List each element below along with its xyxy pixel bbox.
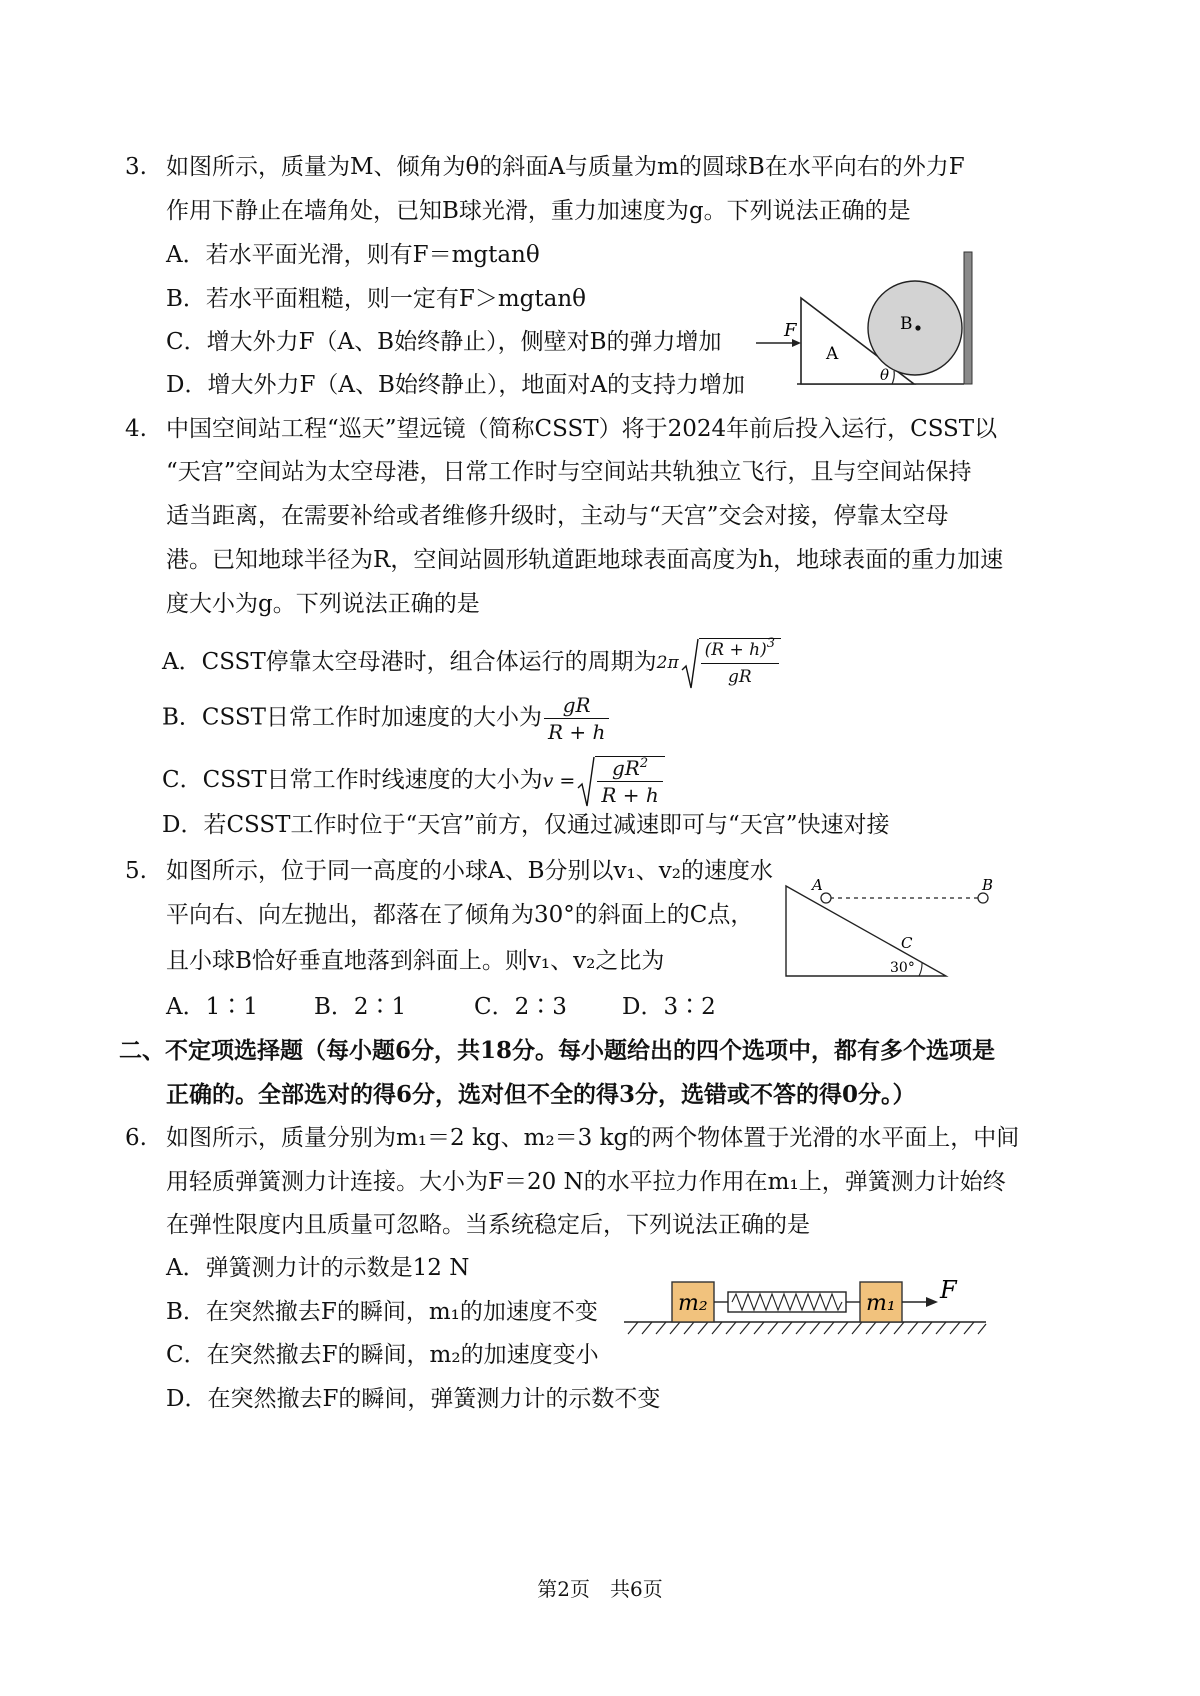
q6-line-3: 在弹性限度内且质量可忽略。当系统稳定后，下列说法正确的是 — [166, 1212, 810, 1238]
q6-option-a: A．弹簧测力计的示数是12 N — [166, 1255, 470, 1281]
q3-fig-label-f: F — [784, 320, 797, 341]
page-footer: 第2页 共6页 — [537, 1577, 663, 1601]
q4-option-b — [162, 694, 611, 743]
q5-option-d: D．3∶2 — [622, 994, 716, 1020]
q3-line-2: 作用下静止在墙角处，已知B球光滑，重力加速度为g。下列说法正确的是 — [166, 198, 911, 224]
q4-option-c-prefix: v = — [542, 770, 576, 792]
q6-spring-blocks-figure — [620, 1274, 990, 1340]
q3-option-a: A．若水平面光滑，则有F＝mgtanθ — [166, 242, 540, 268]
q3-fig-label-b: B — [900, 314, 913, 334]
q4-option-a-denominator: gR — [701, 663, 779, 688]
q5-option-b: B．2∶1 — [314, 994, 407, 1020]
q4-option-a-sqrt — [681, 638, 781, 688]
q4-option-c-sqrt — [577, 756, 664, 806]
q4-option-c-text: C．CSST日常工作时线速度的大小为 — [162, 767, 543, 793]
q6-fig-label-m2: m₂ — [678, 1291, 708, 1316]
q5-option-a: A．1∶1 — [166, 994, 258, 1020]
ground-hatch — [628, 1322, 986, 1334]
q4-option-a-numerator: (R + h) — [704, 640, 767, 660]
q4-option-d: D．若CSST工作时位于“天宫”前方，仅通过减速即可与“天宫”快速对接 — [162, 812, 890, 838]
q4-line-5: 度大小为g。下列说法正确的是 — [166, 591, 480, 617]
q4-option-a-prefix: 2π — [656, 653, 679, 673]
q3-fig-label-a: A — [826, 344, 839, 364]
q4-option-b-denominator: R + h — [544, 718, 609, 743]
section-2-heading-line-1: 二、不定项选择题（每小题6分，共18分。每小题给出的四个选项中，都有多个选项是 — [119, 1037, 996, 1064]
q4-option-c-numerator: gR — [611, 756, 640, 780]
q3-option-d: D．增大外力F（A、B始终静止），地面对A的支持力增加 — [166, 372, 746, 398]
q4-option-b-numerator: gR — [562, 693, 591, 717]
q3-number: 3. — [125, 154, 147, 180]
q4-option-a-text: A．CSST停靠太空母港时，组合体运行的周期为 — [162, 649, 657, 675]
q5-line-1: 如图所示，位于同一高度的小球A、B分别以v₁、v₂的速度水 — [166, 858, 773, 884]
q5-fig-label-angle: 30° — [890, 960, 915, 976]
q4-line-4: 港。已知地球半径为R，空间站圆形轨道距地球表面高度为h，地球表面的重力加速 — [166, 547, 1004, 573]
q4-option-c — [162, 756, 665, 806]
q5-fig-label-a: A — [812, 876, 823, 894]
q3-line-1: 如图所示，质量为M、倾角为θ的斜面A与质量为m的圆球B在水平向右的外力F — [166, 154, 965, 180]
section-2-heading-line-2: 正确的。全部选对的得6分，选对但不全的得3分，选错或不答的得0分。） — [166, 1081, 916, 1108]
q4-option-b-text: B．CSST日常工作时加速度的大小为 — [162, 704, 542, 731]
q4-option-c-denominator: R + h — [597, 781, 662, 806]
q4-number: 4. — [125, 416, 147, 442]
q5-option-c: C．2∶3 — [474, 994, 567, 1020]
q5-line-3: 且小球B恰好垂直地落到斜面上。则v₁、v₂之比为 — [166, 948, 665, 974]
q6-option-b: B．在突然撤去F的瞬间，m₁的加速度不变 — [166, 1299, 598, 1325]
q3-option-b: B．若水平面粗糙，则一定有F＞mgtanθ — [166, 286, 587, 312]
q6-line-1: 如图所示，质量分别为m₁＝2 kg、m₂＝3 kg的两个物体置于光滑的水平面上，中间 — [166, 1125, 1020, 1151]
q4-line-1: 中国空间站工程“巡天”望远镜（简称CSST）将于2024年前后投入运行，CSST以 — [166, 416, 998, 442]
q6-option-d: D．在突然撤去F的瞬间，弹簧测力计的示数不变 — [166, 1386, 661, 1412]
q4-option-a-exponent: 3 — [766, 636, 776, 651]
q5-fig-label-c: C — [901, 934, 913, 952]
q3-option-c: C．增大外力F（A、B始终静止），侧壁对B的弹力增加 — [166, 329, 722, 355]
q4-option-a — [162, 638, 781, 688]
q4-line-3: 适当距离，在需要补给或者维修升级时，主动与“天宫”交会对接，停靠太空母 — [166, 503, 949, 529]
q4-line-2: “天宫”空间站为太空母港，日常工作时与空间站共轨独立飞行，且与空间站保持 — [166, 459, 972, 485]
q6-number: 6. — [125, 1125, 147, 1151]
q3-fig-label-theta: θ — [880, 366, 890, 384]
q5-fig-label-b: B — [982, 876, 994, 894]
q4-option-c-exponent: 2 — [639, 756, 649, 771]
q5-line-2: 平向右、向左抛出，都落在了倾角为30°的斜面上的C点， — [166, 902, 754, 928]
q6-fig-label-f: F — [940, 1276, 957, 1304]
q3-incline-ball-figure — [752, 246, 982, 388]
q6-option-c: C．在突然撤去F的瞬间，m₂的加速度变小 — [166, 1342, 599, 1368]
q6-fig-label-m1: m₁ — [866, 1291, 896, 1316]
q5-number: 5. — [125, 858, 147, 884]
q6-line-2: 用轻质弹簧测力计连接。大小为F＝20 N的水平拉力作用在m₁上，弹簧测力计始终 — [166, 1169, 1006, 1195]
q5-projectile-figure — [782, 872, 997, 984]
